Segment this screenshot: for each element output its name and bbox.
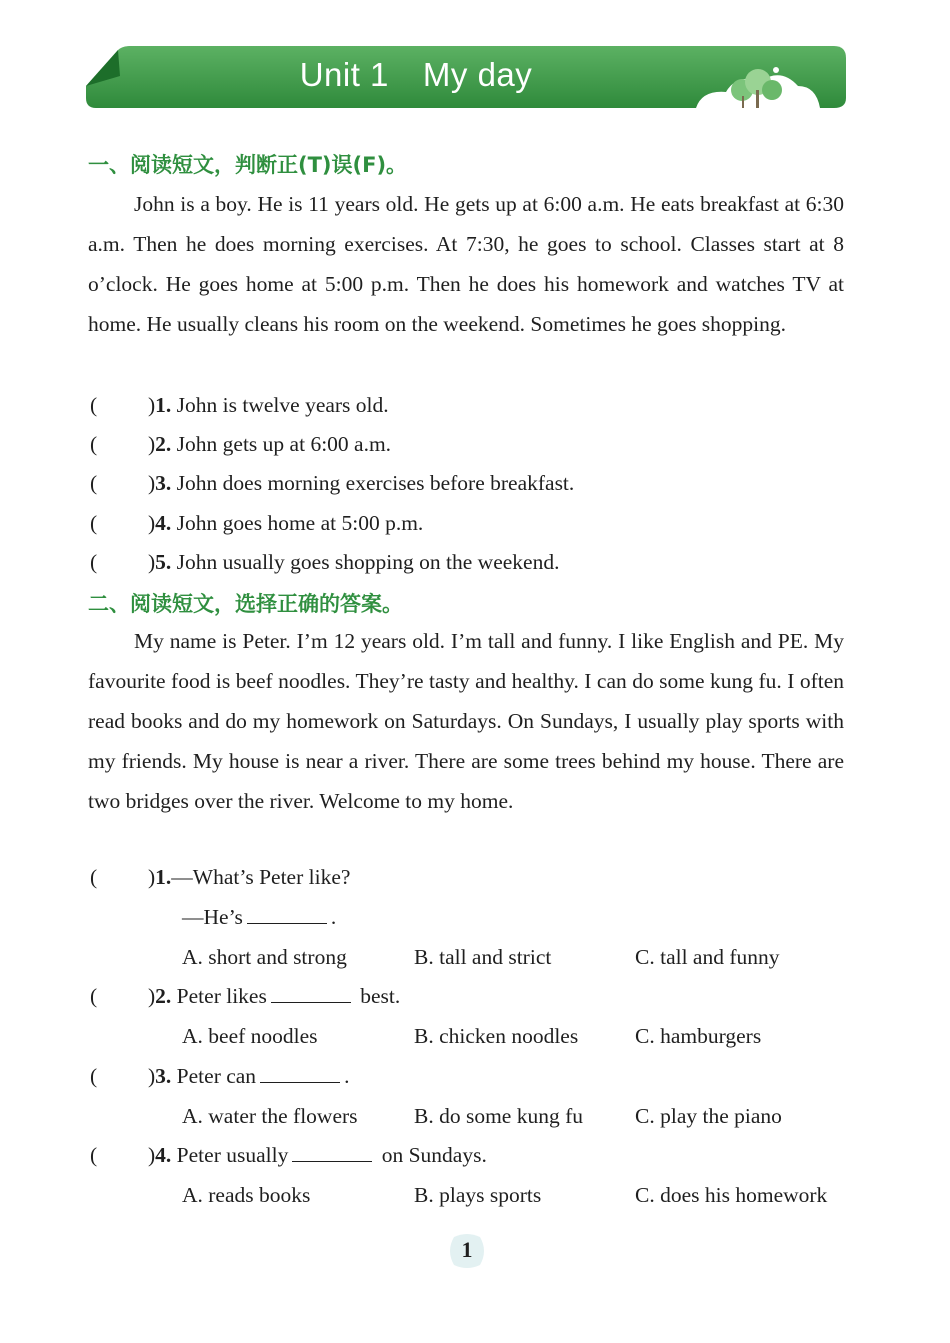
option-c[interactable]: C. hamburgers [635, 1024, 762, 1048]
tf-question-1: ( )1. John is twelve years old. [90, 390, 389, 420]
answer-box[interactable]: ( [90, 393, 98, 417]
option-c[interactable]: C. does his homework [635, 1183, 828, 1207]
option-a[interactable]: A. short and strong [182, 945, 347, 969]
unit-label: Unit 1 [299, 56, 389, 93]
option-a[interactable]: A. water the flowers [182, 1104, 358, 1128]
section-2-heading: 二、阅读短文，选择正确的答案。 [88, 592, 403, 616]
option-b[interactable]: B. plays sports [414, 1183, 542, 1207]
option-b[interactable]: B. tall and strict [414, 945, 552, 969]
answer-box[interactable]: ( [90, 1064, 98, 1088]
answer-box[interactable]: ( [90, 471, 98, 495]
option-c[interactable]: C. tall and funny [635, 945, 780, 969]
unit-name: My day [422, 56, 533, 93]
mc-question-3: ( )3. Peter can . [90, 1061, 349, 1091]
option-a[interactable]: A. reads books [182, 1183, 311, 1207]
answer-box[interactable]: ( [90, 984, 98, 1008]
section-2-passage: My name is Peter. I’m 12 years old. I’m tall and funny. I like English and PE. My favourite food is beef noodles. They’re tasty and healthy. I can do some kung fu. I often read books and do my homework on Saturdays. On Sundays, I usually play sports with my friends. My house is near a river. There are some trees behind my house. There are two bridges over the river. Welcome to my home. [88, 629, 844, 813]
option-a[interactable]: A. beef noodles [182, 1024, 318, 1048]
fill-blank[interactable] [292, 1144, 372, 1162]
fill-blank[interactable] [247, 906, 327, 924]
page-number-badge [446, 1233, 488, 1269]
section-1-passage: John is a boy. He is 11 years old. He gets up at 6:00 a.m. He eats breakfast at 6:30 a.m. Then he does morning exercises. At 7:30, he goes to school. Classes start at 8 o’clock. He goes home at 5:00 p.m. Then he does his homework and watches TV at home. He usually cleans his room on the weekend. Sometimes he goes shopping. [88, 192, 844, 336]
mc-question-2: ( )2. Peter likes best. [90, 981, 400, 1011]
mc-question-1: ( )1.—What’s Peter like? [90, 862, 350, 892]
fill-blank[interactable] [271, 985, 351, 1003]
unit-title [86, 56, 746, 94]
answer-box[interactable]: ( [90, 865, 98, 889]
tf-question-2: ( )2. John gets up at 6:00 a.m. [90, 429, 391, 459]
unit-banner [86, 46, 846, 110]
mc-question-4: ( )4. Peter usually on Sundays. [90, 1140, 487, 1170]
answer-box[interactable]: ( [90, 511, 98, 535]
option-c[interactable]: C. play the piano [635, 1104, 782, 1128]
tf-question-5: ( )5. John usually goes shopping on the weekend. [90, 547, 559, 577]
tf-question-3: ( )3. John does morning exercises before breakfast. [90, 468, 574, 498]
option-b[interactable]: B. chicken noodles [414, 1024, 579, 1048]
tf-question-4: ( )4. John goes home at 5:00 p.m. [90, 508, 423, 538]
answer-box[interactable]: ( [90, 1143, 98, 1167]
mc-question-1-reply: —He’s . [182, 905, 337, 929]
answer-box[interactable]: ( [90, 550, 98, 574]
section-1-heading: 一、阅读短文，判断正(T)误(F)。 [88, 153, 408, 177]
answer-box[interactable]: ( [90, 432, 98, 456]
fill-blank[interactable] [260, 1065, 340, 1083]
page-number: 1 [461, 1237, 473, 1262]
option-b[interactable]: B. do some kung fu [414, 1104, 584, 1128]
